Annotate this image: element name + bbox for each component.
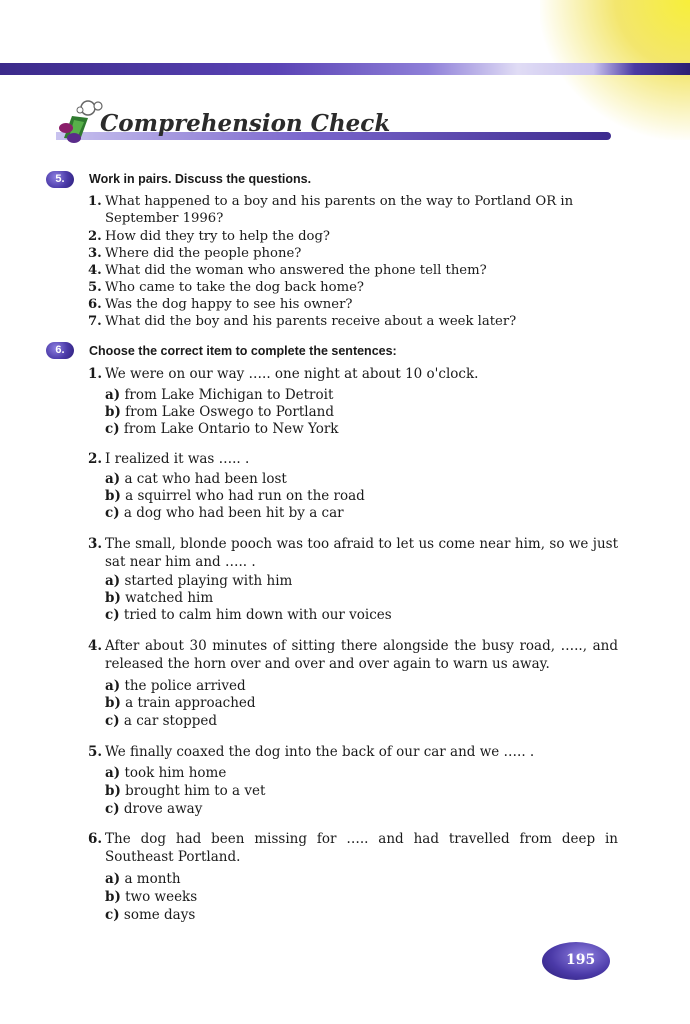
exercise-6-instruction: Choose the correct item to complete the sentences: <box>89 344 397 358</box>
page-number: 195 <box>566 952 596 968</box>
option: a) from Lake Michigan to Detroit <box>105 387 334 403</box>
question-item: 7. What did the boy and his parents receive about a week later? <box>88 314 517 329</box>
sentence-item: 2. I realized it was ….. . <box>88 451 250 467</box>
question-item: 1. What happened to a boy and his parents on the way to Portland OR in September 1996? <box>88 194 574 226</box>
sentence-item: 5. We finally coaxed the dog into the back of our car and we ….. . <box>88 744 535 760</box>
option: c) from Lake Ontario to New York <box>105 421 339 437</box>
sentence-item: 6. The dog had been missing for ….. and had travelled from deep in Southeast Portland. <box>88 831 618 865</box>
option: a) took him home <box>105 765 227 781</box>
exercise-5-instruction: Work in pairs. Discuss the questions. <box>89 172 312 186</box>
option: b) a train approached <box>105 695 256 711</box>
option: b) two weeks <box>105 889 198 905</box>
option: a) a cat who had been lost <box>105 471 287 487</box>
option: c) a car stopped <box>105 713 217 729</box>
exercise-5-badge: 5. <box>46 171 74 188</box>
option: c) tried to calm him down with our voices <box>105 607 392 623</box>
section-title: Comprehension Check <box>100 110 391 137</box>
option: a) started playing with him <box>105 573 293 589</box>
question-item: 3. Where did the people phone? <box>88 246 302 261</box>
top-decorative-bar <box>0 63 690 75</box>
option: b) from Lake Oswego to Portland <box>105 404 334 420</box>
option: a) a month <box>105 871 181 887</box>
exercise-6-badge: 6. <box>46 342 74 359</box>
question-item: 2. How did they try to help the dog? <box>88 229 330 244</box>
option: c) drove away <box>105 801 203 817</box>
option: b) brought him to a vet <box>105 783 266 799</box>
sentence-item: 1. We were on our way ….. one night at about 10 o'clock. <box>88 366 479 382</box>
option: a) the police arrived <box>105 678 246 694</box>
section-header <box>48 92 608 154</box>
sentence-item: 3. The small, blonde pooch was too afraid to let us come near him, so we just sat near him and ….. . <box>88 536 618 570</box>
question-item: 4. What did the woman who answered the phone tell them? <box>88 263 487 278</box>
option: c) a dog who had been hit by a car <box>105 505 344 521</box>
sentence-item: 4. After about 30 minutes of sitting there alongside the busy road, ….., and released the horn over and over and over again to warn us away. <box>88 638 618 672</box>
option: c) some days <box>105 907 196 923</box>
option: b) watched him <box>105 590 214 606</box>
question-item: 6. Was the dog happy to see his owner? <box>88 297 353 312</box>
option: b) a squirrel who had run on the road <box>105 488 365 504</box>
question-item: 5. Who came to take the dog back home? <box>88 280 364 295</box>
